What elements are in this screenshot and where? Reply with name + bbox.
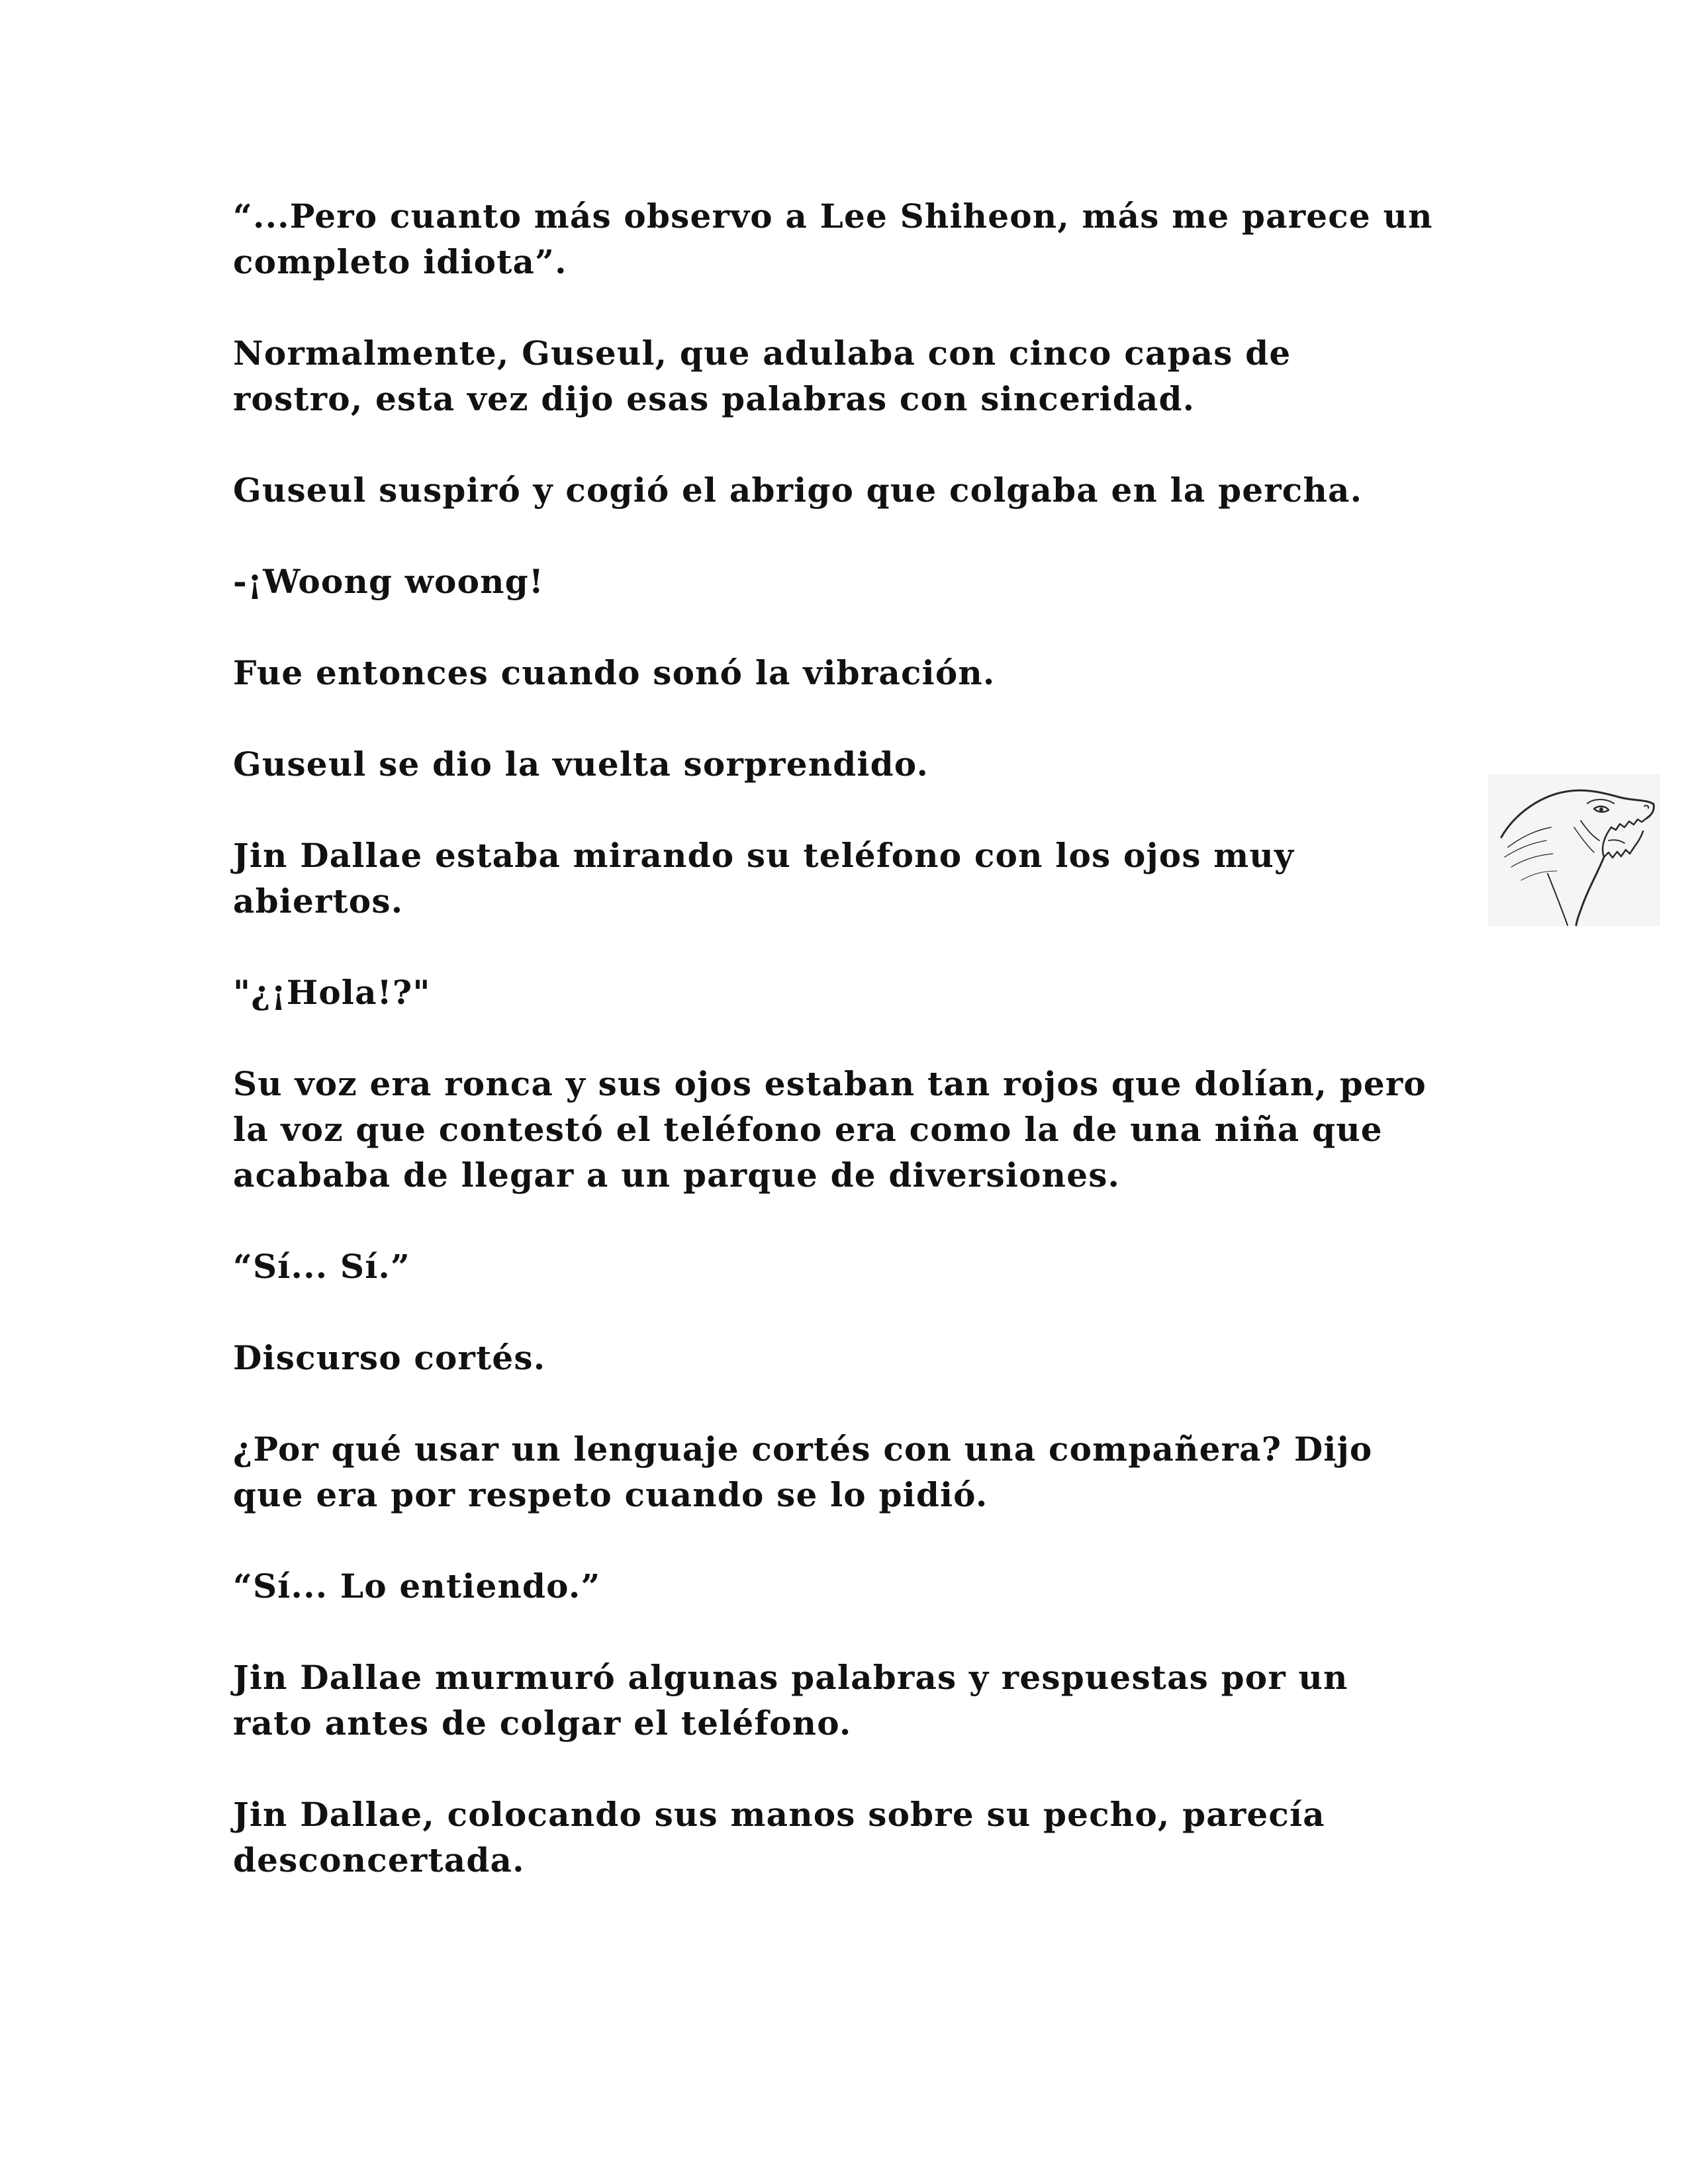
paragraph: -¡Woong woong! xyxy=(233,562,544,601)
paragraph: Normalmente, Guseul, que adulaba con cinco capas de rostro, esta vez dijo esas palabras con sinceridad. xyxy=(233,334,1291,418)
paragraph: Jin Dallae murmuró algunas palabras y respuestas por un rato antes de colgar el teléfono. xyxy=(233,1658,1348,1743)
paragraph: Fue entonces cuando sonó la vibración. xyxy=(233,653,996,692)
paragraph: “Sí... Lo entiendo.” xyxy=(233,1567,601,1606)
paragraph: Guseul se dio la vuelta sorprendido. xyxy=(233,745,929,784)
paragraph: Guseul suspiró y cogió el abrigo que colgaba en la percha. xyxy=(233,471,1363,510)
paragraph: "¿¡Hola!?" xyxy=(233,973,431,1012)
paragraph: “...Pero cuanto más observo a Lee Shiheon, más me parece un completo idiota”. xyxy=(233,197,1433,281)
dinosaur-sketch-icon xyxy=(1488,774,1660,927)
paragraph: Discurso cortés. xyxy=(233,1338,546,1377)
paragraph: Jin Dallae estaba mirando su teléfono con los ojos muy abiertos. xyxy=(233,836,1295,921)
paragraph: Su voz era ronca y sus ojos estaban tan rojos que dolían, pero la voz que contestó el teléfono era como la de una niña que acababa de llegar a un parque de diversiones. xyxy=(233,1064,1427,1195)
paragraph: “Sí... Sí.” xyxy=(233,1247,410,1286)
paragraph: Jin Dallae, colocando sus manos sobre su pecho, parecía desconcertada. xyxy=(233,1795,1325,1880)
paragraph: ¿Por qué usar un lenguaje cortés con una compañera? Dijo que era por respeto cuando se lo pidió. xyxy=(233,1430,1373,1514)
document-body xyxy=(233,193,1477,1883)
